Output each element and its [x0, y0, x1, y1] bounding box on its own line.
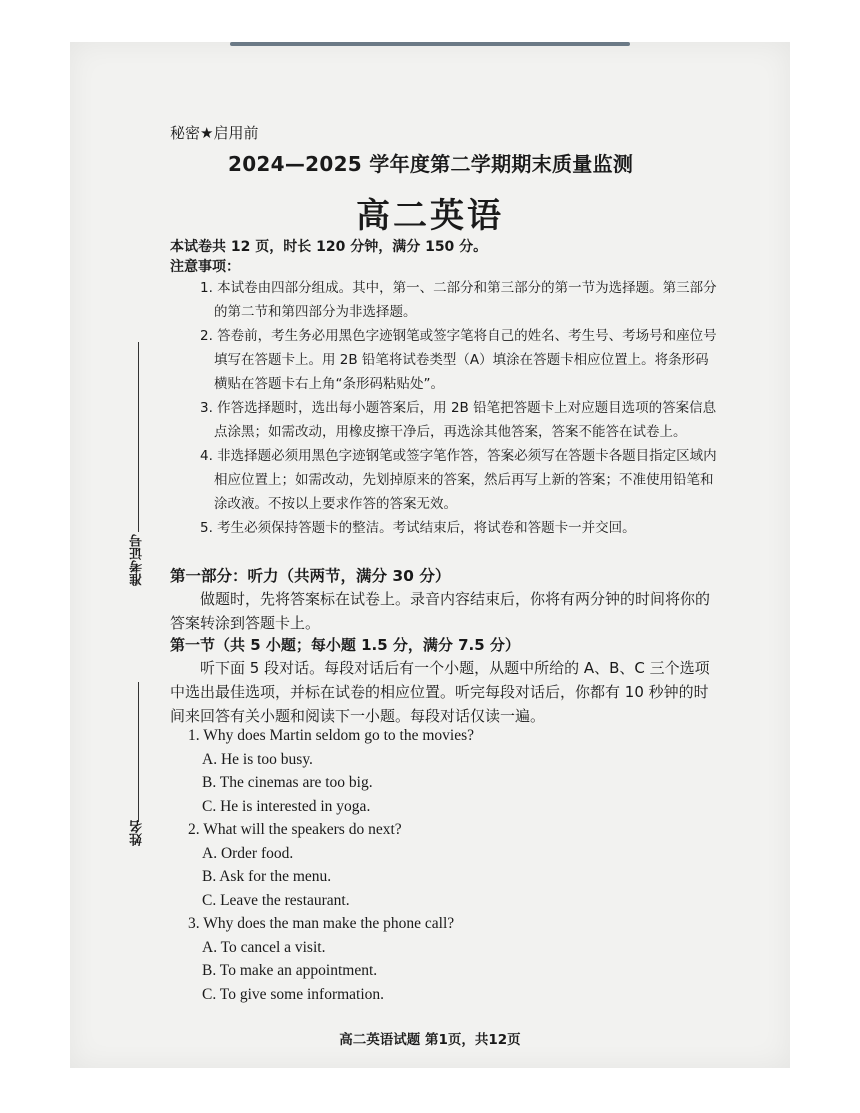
question-stem: 3. Why does the man make the phone call? — [188, 915, 455, 932]
option: C. To give some information. — [202, 985, 385, 1003]
notice-item: 1. 本试卷由四部分组成。其中，第一、二部分和第三部分的第一节为选择题。第三部分的第二节和第四部分为非选择题。 — [200, 280, 717, 320]
scan-edge-bar — [230, 42, 630, 46]
name-line — [138, 682, 139, 822]
page-footer: 高二英语试题 第1页，共12页 — [339, 1032, 521, 1048]
section1-title: 第一节（共 5 小题；每小题 1.5 分，满分 7.5 分） — [170, 636, 520, 654]
bleed-through — [450, 122, 770, 132]
option: C. Leave the restaurant. — [202, 891, 350, 909]
notice-item: 4. 非选择题必须用黑色字迹钢笔或签字笔作答，答案必须写在答题卡各题目指定区域内相应位置上；如需改动，先划掉原来的答案，然后再写上新的答案；不准使用铅笔和涂改液。不按以上要求作答的答案无效。 — [200, 448, 717, 512]
question-stem: 1. Why does Martin seldom go to the movies? — [188, 727, 474, 744]
exam-number-line — [138, 342, 139, 532]
name-label: 姓名 — [130, 820, 145, 846]
question-list — [188, 724, 474, 1006]
option: A. Order food. — [202, 844, 294, 862]
notice-item: 5. 考生必须保持答题卡的整洁。考试结束后，将试卷和答题卡一并交回。 — [200, 520, 636, 536]
exam-info: 本试卷共 12 页，时长 120 分钟，满分 150 分。 — [170, 239, 488, 255]
notice-title: 注意事项： — [170, 259, 240, 275]
exam-paper — [70, 42, 790, 1068]
notice-item: 3. 作答选择题时，选出每小题答案后，用 2B 铅笔把答题卡上对应题目选项的答案信息点涂黑；如需改动，用橡皮擦干净后，再选涂其他答案，答案不能答在试卷上。 — [200, 400, 717, 440]
option: A. To cancel a visit. — [202, 938, 326, 956]
exam-title: 2024—2025 学年度第二学期期末质量监测 — [228, 152, 634, 176]
option: B. The cinemas are too big. — [202, 774, 373, 791]
subject-title: 高二英语 — [356, 196, 504, 236]
option: C. He is interested in yoga. — [202, 797, 371, 815]
notice-list — [200, 276, 720, 540]
option: B. Ask for the menu. — [202, 868, 332, 885]
part1-instruction: 做题时，先将答案标在试卷上。录音内容结束后，你将有两分钟的时间将你的答案转涂到答题卡上。 — [170, 590, 711, 632]
option: A. He is too busy. — [202, 750, 313, 768]
secret-label: 秘密★启用前 — [170, 124, 259, 142]
option: B. To make an appointment. — [202, 962, 378, 979]
notice-item: 2. 答卷前，考生务必用黑色字迹钢笔或签字笔将自己的姓名、考生号、考场号和座位号填写在答题卡上。用 2B 铅笔将试卷类型（A）填涂在答题卡相应位置上。将条形码横贴在答题卡右上角“条形码粘贴处”。 — [200, 328, 717, 392]
question-stem: 2. What will the speakers do next? — [188, 821, 402, 838]
exam-number-label: 准考证号 — [130, 534, 145, 586]
part1-title: 第一部分：听力（共两节，满分 30 分） — [170, 567, 451, 585]
section1-instruction: 听下面 5 段对话。每段对话后有一个小题，从题中所给的 A、B、C 三个选项中选出最佳选项，并标在试卷的相应位置。听完每段对话后，你都有 10 秒钟的时间来回答有关小题和阅读下一小题。每段对话仅读一遍。 — [170, 659, 710, 725]
